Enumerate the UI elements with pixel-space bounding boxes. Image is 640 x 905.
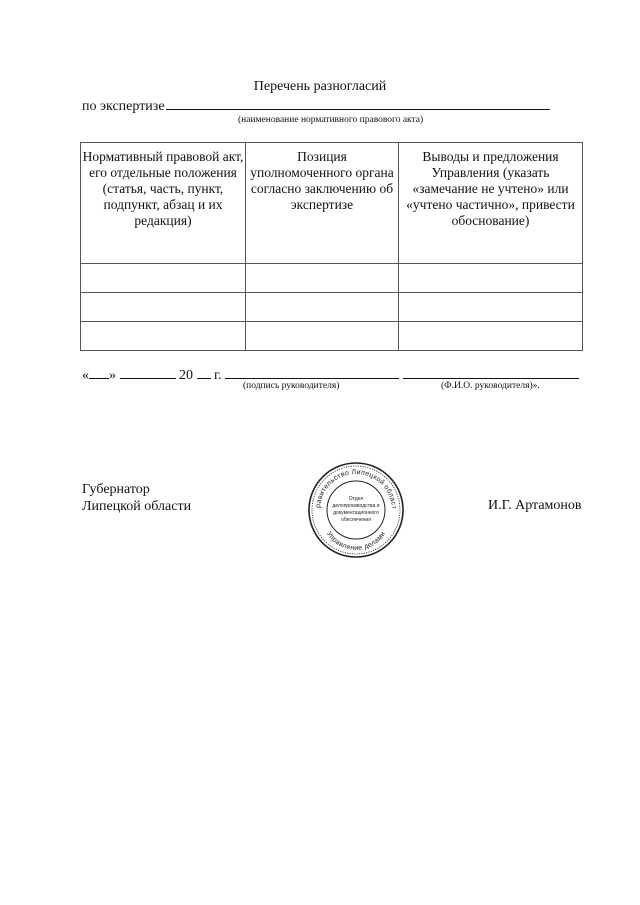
expertise-prefix: по экспертизе (82, 99, 165, 114)
header-conclusions: Выводы и предложения Управления (указать «замечание не учтено» или «учтено частично», привести обоснование) (399, 143, 583, 264)
year-suffix: г. (214, 368, 222, 383)
table-cell (81, 322, 246, 351)
header-act: Нормативный правовой акт, его отдельные положения (статья, часть, пункт, подпункт, абзац и их редакция) (81, 143, 246, 264)
table-cell (246, 322, 399, 351)
header-position: Позиция уполномоченного органа согласно заключению об экспертизе (246, 143, 399, 264)
table-cell (399, 264, 583, 293)
table-row (81, 264, 583, 293)
seal-inner-line2: делопроизводства и (332, 503, 380, 509)
governor-name: И.Г. Артамонов (488, 498, 582, 513)
fio-caption: (Ф.И.О. руководителя)». (441, 381, 540, 391)
fio-blank (403, 366, 579, 379)
table-row (81, 293, 583, 322)
table-header-row (81, 143, 583, 264)
table-cell (246, 293, 399, 322)
table-cell (81, 264, 246, 293)
seal-icon (306, 460, 406, 560)
seal-inner-line4: обеспечения (341, 517, 371, 523)
signature-caption: (подпись руководителя) (243, 381, 340, 391)
svg-text:Управление делами (325, 530, 387, 552)
day-blank (89, 366, 109, 379)
disagreements-table (80, 142, 583, 351)
governor-title-line2: Липецкой области (82, 499, 192, 514)
act-name-caption: (наименование нормативного правового акта) (238, 115, 424, 125)
table-cell (81, 293, 246, 322)
year-blank (197, 366, 211, 379)
month-blank (120, 366, 176, 379)
seal-inner-line1: Отдел (348, 496, 364, 502)
seal-outer-text: равительство Липецкой област (315, 468, 398, 510)
expertise-line (82, 97, 550, 115)
table-row (81, 322, 583, 351)
open-quote: « (82, 368, 89, 383)
act-name-blank (166, 97, 550, 110)
signature-blank (225, 366, 399, 379)
governor-title (82, 481, 191, 515)
seal-inner-line3: документационного (333, 510, 379, 516)
official-seal (306, 460, 406, 560)
table-cell (399, 293, 583, 322)
close-quote: » (109, 368, 116, 383)
document-title: Перечень разногласий (253, 79, 387, 94)
seal-bottom-text: Управление делами (324, 530, 388, 553)
year-prefix: 20 (179, 368, 193, 383)
table-cell (246, 264, 399, 293)
table-cell (399, 322, 583, 351)
governor-title-line1: Губернатор (82, 482, 150, 497)
